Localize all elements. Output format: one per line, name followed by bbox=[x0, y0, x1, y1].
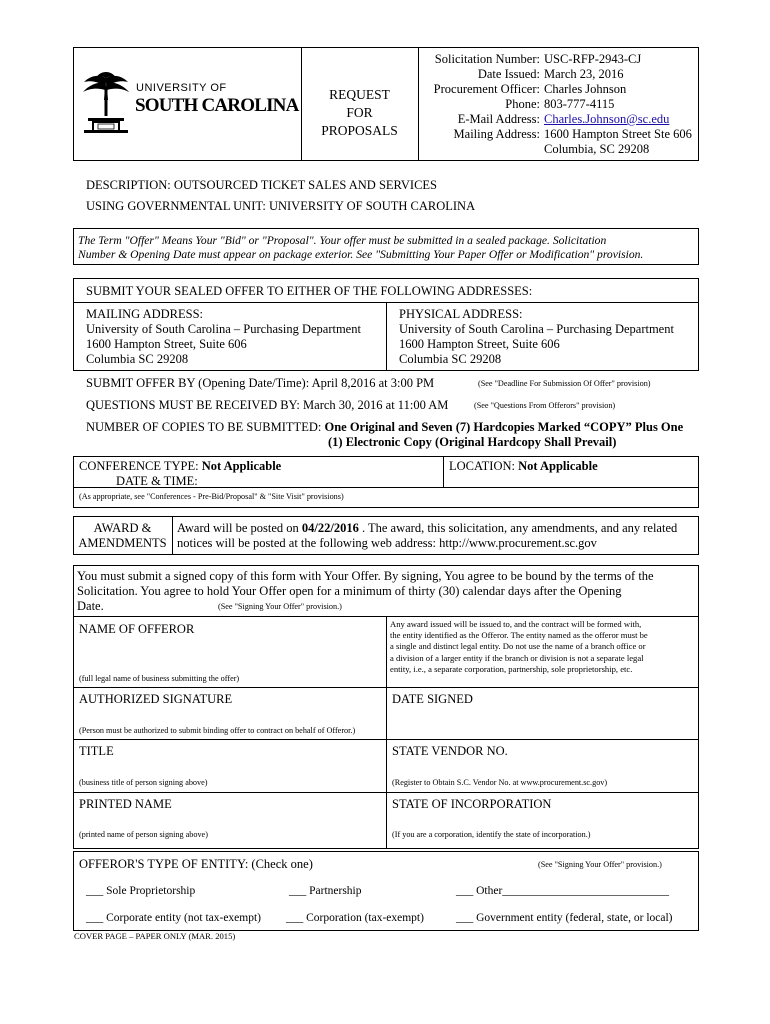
address-divider bbox=[386, 302, 387, 371]
authorized-signature-field[interactable]: AUTHORIZED SIGNATURE bbox=[79, 692, 233, 706]
name-of-offeror-hint: (full legal name of business submitting the offer) bbox=[79, 674, 240, 683]
doc-type bbox=[301, 86, 418, 140]
physical-address-line3: Columbia SC 29208 bbox=[399, 352, 502, 366]
palmetto-tree-logo bbox=[80, 70, 132, 134]
doc-type-line3: PROPOSALS bbox=[321, 123, 398, 138]
entity-option-partnership[interactable]: ___ Partnership bbox=[289, 885, 362, 897]
physical-address-line2: 1600 Hampton Street, Suite 606 bbox=[399, 337, 560, 351]
doc-type-line1: REQUEST bbox=[329, 87, 390, 102]
field-mailing-address-2: Columbia, SC 29208 bbox=[544, 142, 650, 156]
page-footer: COVER PAGE – PAPER ONLY (MAR. 2015) bbox=[74, 931, 236, 941]
field-mailing-address: Mailing Address: 1600 Hampton Street Ste 606 bbox=[453, 127, 692, 141]
university-logo bbox=[80, 70, 300, 136]
award-label-line2: AMENDMENTS bbox=[78, 536, 167, 550]
entity-type-note: (See "Signing Your Offer" provision.) bbox=[538, 860, 662, 869]
conference-type-label: CONFERENCE TYPE: bbox=[79, 459, 202, 473]
conference-type-value: Not Applicable bbox=[201, 459, 282, 473]
description: DESCRIPTION: OUTSOURCED TICKET SALES AND SERVICES bbox=[86, 178, 438, 192]
entity-type-heading: OFFEROR'S TYPE OF ENTITY: (Check one) bbox=[79, 857, 313, 871]
printed-name-hint: (printed name of person signing above) bbox=[79, 830, 208, 839]
logo-line1: UNIVERSITY OF bbox=[136, 82, 227, 94]
award-web-address: notices will be posted at the following web address: http://www.procurement.sc.gov bbox=[177, 536, 597, 550]
conference-note: (As appropriate, see "Conferences - Pre-Bid/Proposal" & "Site Visit" provisions) bbox=[79, 492, 344, 501]
copies-value-2: (1) Electronic Copy (Original Hardcopy Shall Prevail) bbox=[328, 435, 617, 449]
state-vendor-no-field[interactable]: STATE VENDOR NO. bbox=[392, 744, 508, 758]
conference-location bbox=[449, 459, 598, 474]
governmental-unit: USING GOVERNMENTAL UNIT: UNIVERSITY OF SOUTH CAROLINA bbox=[86, 199, 476, 213]
name-of-offeror-label[interactable]: NAME OF OFFEROR bbox=[79, 622, 195, 636]
signing-notice bbox=[77, 569, 697, 614]
award-label-line1: AWARD & bbox=[93, 521, 152, 535]
printed-name-field[interactable]: PRINTED NAME bbox=[79, 797, 172, 811]
physical-address-line1: University of South Carolina – Purchasing Department bbox=[399, 322, 674, 336]
physical-address bbox=[399, 307, 674, 367]
term-notice bbox=[73, 228, 699, 265]
entity-option-other[interactable]: ___ Other_____________________________ bbox=[456, 885, 670, 897]
field-email: E-Mail Address: Charles.Johnson@sc.edu bbox=[457, 112, 670, 126]
state-of-incorporation-hint: (If you are a corporation, identify the state of incorporation.) bbox=[392, 830, 591, 839]
submit-offer-by: SUBMIT OFFER BY (Opening Date/Time): April 8,2016 at 3:00 PM bbox=[86, 376, 435, 390]
signing-note: (See "Signing Your Offer" provision.) bbox=[218, 602, 342, 611]
authorized-signature-hint: (Person must be authorized to submit binding offer to contract on behalf of Offeror.) bbox=[79, 726, 356, 735]
title-hint: (business title of person signing above) bbox=[79, 778, 208, 787]
copies bbox=[86, 420, 696, 450]
mailing-address-line3: Columbia SC 29208 bbox=[86, 352, 189, 366]
physical-address-label: PHYSICAL ADDRESS: bbox=[399, 307, 523, 321]
term-notice-line1: The Term "Offer" Means Your "Bid" or "Proposal". Your offer must be submitted in a sealed package. Solicitation bbox=[78, 234, 607, 247]
copies-value-1: One Original and Seven (7) Hardcopies Marked “COPY” Plus One bbox=[324, 420, 684, 434]
field-phone: Phone: 803-777-4115 bbox=[505, 97, 615, 111]
logo-line2: SOUTH CAROLINA bbox=[135, 95, 299, 116]
solicitation-fields bbox=[410, 52, 700, 157]
state-of-incorporation-field[interactable]: STATE OF INCORPORATION bbox=[392, 797, 552, 811]
mailing-address-label: MAILING ADDRESS: bbox=[86, 307, 204, 321]
state-vendor-no-hint: (Register to Obtain S.C. Vendor No. at www.procurement.sc.gov) bbox=[392, 778, 608, 787]
submit-offer-by-note: (See "Deadline For Submission Of Offer" provision) bbox=[478, 379, 651, 388]
title-field[interactable]: TITLE bbox=[79, 744, 114, 758]
entity-option-sole-proprietorship[interactable]: ___ Sole Proprietorship bbox=[86, 885, 196, 897]
name-of-offeror-info: Any award issued will be issued to, and the contract will be formed with, the entity identified as the Offeror. The entity named as the offeror must be a single and distinct legal entity. Do not use the name of a branch office or a division of a larger entity if the branch or division is not a separate legal entity, i.e., a separate corporation, partnership, sole proprietorship, etc. bbox=[390, 619, 648, 674]
questions-deadline: QUESTIONS MUST BE RECEIVED BY: March 30, 2016 at 11:00 AM bbox=[86, 398, 449, 412]
email-link[interactable]: Charles.Johnson@sc.edu bbox=[544, 112, 670, 126]
form-divider bbox=[386, 616, 387, 849]
entity-option-corporate-not-tax-exempt[interactable]: ___ Corporate entity (not tax-exempt) bbox=[86, 912, 262, 924]
mailing-address-line2: 1600 Hampton Street, Suite 606 bbox=[86, 337, 247, 351]
submit-heading: SUBMIT YOUR SEALED OFFER TO EITHER OF THE FOLLOWING ADDRESSES: bbox=[86, 284, 533, 298]
doc-type-line2: FOR bbox=[346, 105, 373, 120]
field-date-issued: Date Issued: March 23, 2016 bbox=[477, 67, 624, 81]
signing-notice-line1: You must submit a signed copy of this form with Your Offer. By signing, You agree to be bound by the terms of the bbox=[77, 569, 654, 583]
date-signed-field[interactable]: DATE SIGNED bbox=[392, 692, 473, 706]
field-solicitation-number: Solicitation Number: USC-RFP-2943-CJ bbox=[434, 52, 642, 66]
conference-type bbox=[79, 459, 281, 474]
signing-notice-line3: Date. bbox=[77, 599, 104, 613]
term-notice-line2: Number & Opening Date must appear on package exterior. See "Submitting Your Paper Offer or Modification" provision. bbox=[78, 248, 644, 261]
copies-label: NUMBER OF COPIES TO BE SUBMITTED: bbox=[86, 420, 325, 434]
location-value: Not Applicable bbox=[518, 459, 598, 473]
award-divider bbox=[172, 516, 173, 555]
award-date: 04/22/2016 bbox=[301, 521, 359, 535]
conference-datetime-label: DATE & TIME: bbox=[116, 474, 198, 488]
questions-deadline-note: (See "Questions From Offerors" provision) bbox=[474, 401, 616, 410]
location-label: LOCATION: bbox=[449, 459, 519, 473]
award-label bbox=[73, 521, 172, 551]
field-procurement-officer: Procurement Officer: Charles Johnson bbox=[433, 82, 627, 96]
signing-notice-line2: Solicitation. You agree to hold Your Offer open for a minimum of thirty (30) calendar days after the Opening bbox=[77, 584, 622, 598]
award-text: Award will be posted on 04/22/2016 . The award, this solicitation, any amendments, and any related notices will be posted at the following web address: http://www.procurement.sc.gov bbox=[177, 521, 697, 551]
mailing-address-line1: University of South Carolina – Purchasing Department bbox=[86, 322, 361, 336]
mailing-address bbox=[86, 307, 361, 367]
entity-option-corporation-tax-exempt[interactable]: ___ Corporation (tax-exempt) bbox=[286, 912, 424, 924]
entity-option-government[interactable]: ___ Government entity (federal, state, or local) bbox=[456, 912, 673, 924]
conference-divider bbox=[443, 456, 444, 487]
